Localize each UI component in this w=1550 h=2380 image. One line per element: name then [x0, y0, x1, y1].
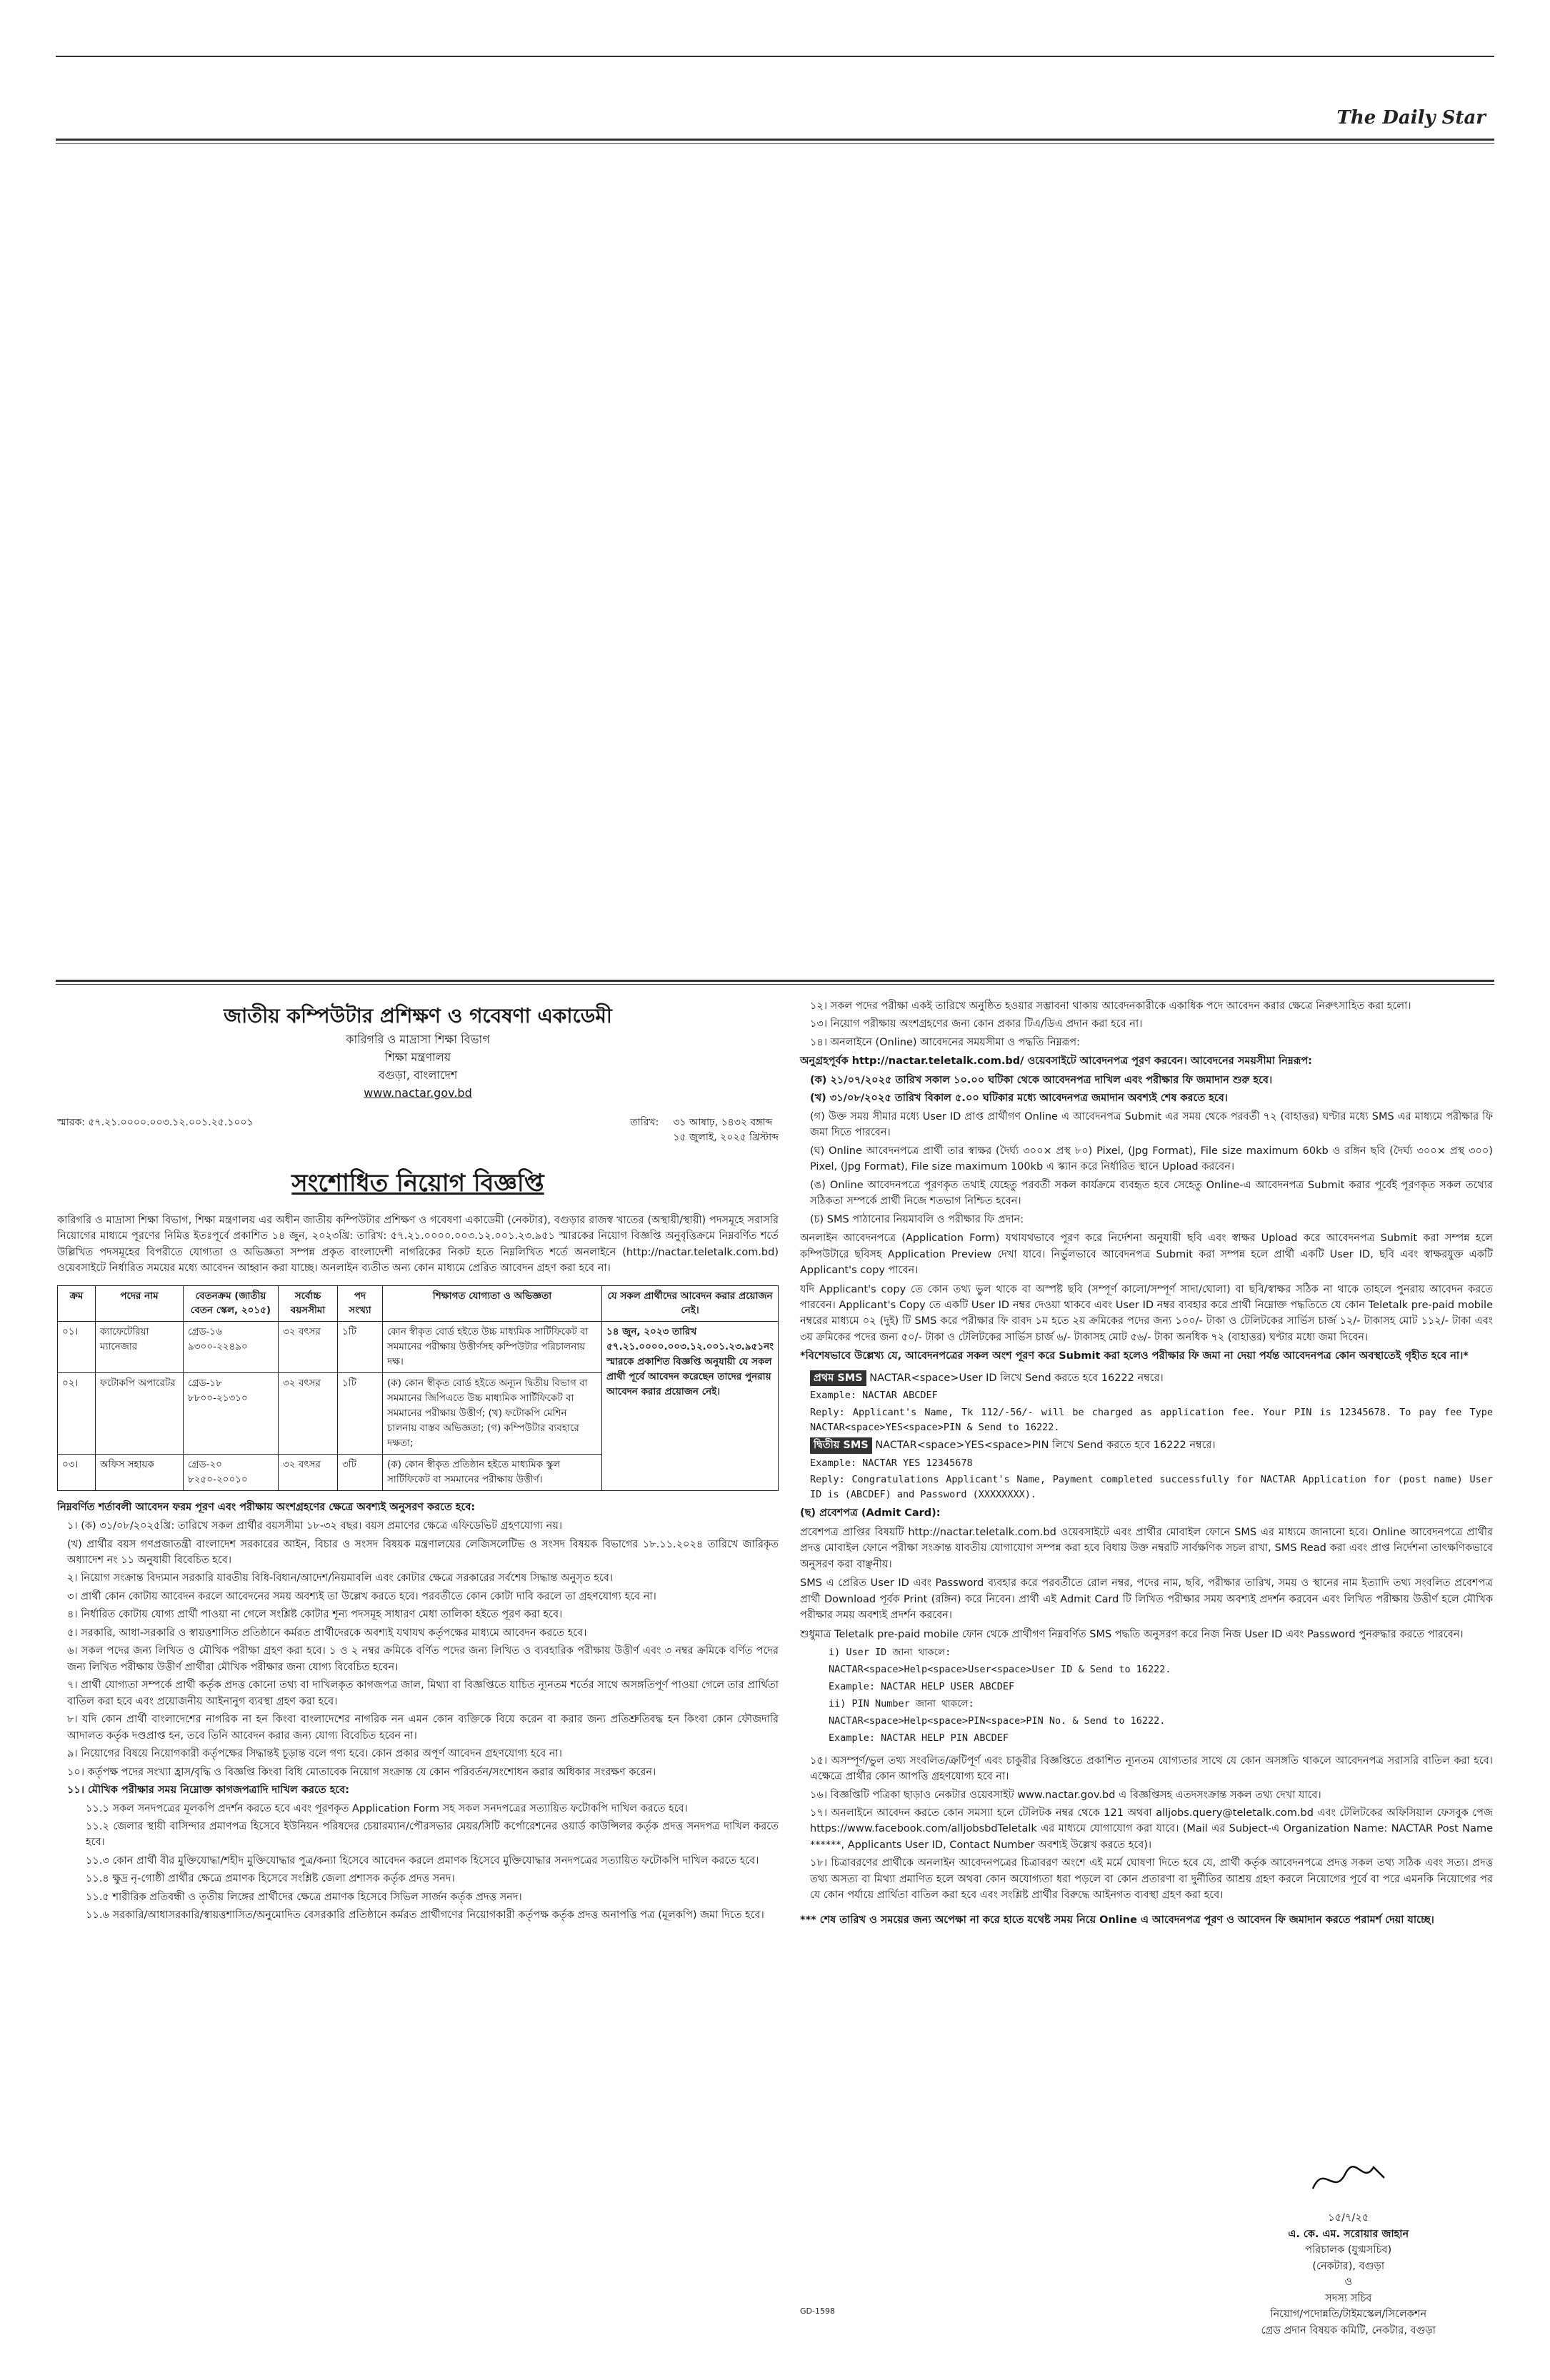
- condition-subitem: ১১.৪ ক্ষুদ্র নৃ-গোষ্ঠী প্রার্থীর ক্ষেত্রে প্রমাণক হিসেবে সংশ্লিষ্ট জেলা প্রশাসক কর্তৃক প্রদত্ত সনদ।: [86, 1873, 455, 1885]
- intro-paragraph: কারিগরি ও মাদ্রাসা শিক্ষা বিভাগ, শিক্ষা মন্ত্রণালয় এর অধীন জাতীয় কম্পিউটার প্রশিক্ষণ ও গবেষণা একাডেমী (নেকটার), বগুড়ার রাজস্ব খাতের (অস্থায়ী/স্থায়ী) পদসমূহে সরাসরি নিয়োগের মাধ্যমে পূরণের নিমিত্ত ইতঃপূর্বে প্রকাশিত ১৪ জুন, ২০২৩খ্রি: তারিখ: ৫৭.২১.০০০০.০০৩.১২.০০১.২৩.৯৫১ স্মারকের নিয়োগ বিজ্ঞপ্তি অনুবৃত্তিক্রমে নিম্নবর্ণিত শর্তে উল্লিখিত পদসমূহের বিপরীতে যোগ্যতা ও অভিজ্ঞতা সম্পন্ন প্রকৃত বাংলাদেশী নাগরিকের নিকট হতে নিম্নলিখিত শর্তে অনলাইনে (http://nactar.teletalk.com.bd) ওয়েবসাইটে নির্ধারিত সময়ের মধ্যে আবেদন আহ্বান করা যাচ্ছে। অনলাইন ব্যতীত অন্য কোন মাধ্যমে প্রেরিত আবেদন গ্রহণ করা হবে না।: [57, 1214, 779, 1275]
- table-header-row: [58, 1285, 779, 1322]
- row-sl: ০১।: [58, 1322, 96, 1373]
- date-block: [630, 1115, 779, 1146]
- timeline-item: (ঘ) Online আবেদনপত্রে প্রার্থী তার স্বাক্ষর (দৈর্ঘ্য ৩০০× প্রস্থ ৮০) Pixel, (Jpg Format), File size maximum 60kb ও রঙ্গিন ছবি (দৈর্ঘ্য ৩০০× প্রস্থ ৩০০) Pixel, (Jpg Format), File size maximum 100kb এ স্ক্যান করে নির্ধারিত স্থানে Upload করবেন।: [810, 1145, 1493, 1173]
- recovery-note: শুধুমাত্র Teletalk pre-paid mobile ফোন থেকে প্রার্থীগণ নিম্নবর্ণিত SMS পদ্ধতি অনুসরণ করে নিজ নিজ User ID এবং Password পুনরুদ্ধার করতে পারবেন।: [800, 1628, 1464, 1640]
- condition-subitem: ১১.৫ শারীরিক প্রতিবন্ধী ও তৃতীয় লিঙ্গের প্রার্থীদের ক্ষেত্রে প্রমাণক হিসেবে সিভিল সার্জন কর্তৃক প্রদত্ত সনদ।: [86, 1891, 522, 1903]
- recovery-line: NACTAR<space>Help<space>PIN<space>PIN No. & Send to 16222.: [829, 1714, 1166, 1727]
- condition-item: ১৫। অসম্পূর্ণ/ভুল তথ্য সংবলিত/ত্রুটিপূর্ণ এবং চাকুরীর বিজ্ঞপ্তিতে প্রকাশিত ন্যূনতম যোগ্যতার সাথে যে কোন অসঙ্গতি থাকলে আবেদনপত্র সরাসরি বাতিল করা হবে। এক্ষেত্রে প্রার্থীর কোন আপত্তি গ্রহণযোগ্য হবে না।: [810, 1754, 1493, 1783]
- col-no-apply: যে সকল প্রার্থীদের আবেদন করার প্রয়োজন নেই।: [602, 1285, 779, 1322]
- row-sl: ০৩।: [58, 1454, 96, 1490]
- division-name: কারিগরি ও মাদ্রাসা শিক্ষা বিভাগ: [346, 1033, 490, 1047]
- no-apply-note: ১৪ জুন, ২০২৩ তারিখ ৫৭.২১.০০০০.০০৩.১২.০০১.২৩.৯৫১নং স্মারকে প্রকাশিত বিজ্ঞপ্তি অনুযায়ী যে সকল প্রার্থী পূর্বে আবেদন করেছেন তাদের পুনরায় আবেদন করার প্রয়োজন নেই।: [602, 1322, 779, 1490]
- sms2-text: NACTAR<space>YES<space>PIN লিখে Send করতে হবে 16222 নম্বরে।: [875, 1440, 1216, 1452]
- date-bengali: ৩১ আষাঢ়, ১৪৩২ বঙ্গাব্দ: [673, 1116, 773, 1128]
- row-post: ক্যাফেটেরিয়া ম্যানেজার: [96, 1322, 184, 1373]
- row-qualification: (ক) কোন স্বীকৃত প্রতিষ্ঠান হইতে মাধ্যমিক স্কুল সার্টিফিকেট বা সমমানের পরীক্ষায় উত্তীর্ণ।: [383, 1454, 602, 1490]
- website-link[interactable]: www.nactar.gov.bd: [364, 1085, 472, 1100]
- col-qualification: শিক্ষাগত যোগ্যতা ও অভিজ্ঞতা: [383, 1285, 602, 1322]
- condition-item: ৭। প্রার্থী যোগ্যতা সম্পর্কে প্রার্থী কর্তৃক প্রদত্ত কোনো তথ্য বা দাখিলকৃত কাগজপত্র জাল, মিথ্যা বা বিজ্ঞপ্তিতে যাচিত ন্যূনতম শর্তের সাথে অসঙ্গতিপূর্ণ পাওয়া গেলে তার প্রার্থিতা বাতিল করা হবে এবং প্রয়োজনীয় আইনানুগ ব্যবস্থা গ্রহণ করা হবে।: [67, 1679, 779, 1707]
- memo-line: [57, 1115, 779, 1146]
- condition-item: ১৪। অনলাইনে (Online) আবেদনের সময়সীমা ও পদ্ধতি নিম্নরূপ:: [810, 1036, 1080, 1048]
- condition-item: ১৩। নিয়োগ পরীক্ষায় অংশগ্রহণের জন্য কোন প্রকার টিএ/ডিএ প্রদান করা হবে না।: [810, 1018, 1143, 1030]
- row-count: ১টি: [338, 1373, 383, 1455]
- row-count: ৩টি: [338, 1454, 383, 1490]
- signature-date: ১৫/৭/২৫: [1328, 2212, 1369, 2224]
- sms1-text: NACTAR<space>User ID লিখে Send করতে হবে 16222 নম্বরে।: [869, 1372, 1164, 1384]
- admit-card-title: (ছ) প্রবেশপত্র (Admit Card):: [800, 1507, 941, 1520]
- timeline-item: (চ) SMS পাঠানোর নিয়মাবলি ও পরীক্ষার ফি প্রদান:: [810, 1213, 1024, 1225]
- condition-item: (খ) প্রার্থীর বয়স গণপ্রজাতন্ত্রী বাংলাদেশ সরকারের আইন, বিচার ও সংসদ বিষয়ক মন্ত্রণালয়ের লেজিসলেটিভ ও সংসদ বিষয়ক বিভাগের ১৮.১১.২০২৪ তারিখে জারিকৃত অধ্যাদেশ নং ১১ অনুযায়ী বিবেচিত হবে।: [67, 1538, 779, 1566]
- top-rule: [56, 56, 1494, 57]
- condition-item: ১২। সকল পদের পরীক্ষা একই তারিখে অনুষ্ঠিত হওয়ার সম্ভাবনা থাকায় আবেদনকারীকে একাধিক পদে আবেদন করার ক্ষেত্রে নিরুৎসাহিত করা হলো।: [810, 1000, 1411, 1012]
- memo-number: স্মারক: ৫৭.২১.০০০০.০০৩.১২.০০১.২৫.১০০১: [57, 1116, 254, 1128]
- posts-table: [57, 1285, 779, 1491]
- sms2-reply: Reply: Congratulations Applicant's Name, Payment completed successfully for NACTAR Application for (post name) User ID is (ABCDEF) and Password (XXXXXXXX).: [810, 1474, 1493, 1501]
- header-rule-2: [56, 143, 1494, 144]
- signatory-org: (নেকটার), বগুড়া: [1312, 2260, 1385, 2272]
- condition-item: ৮। যদি কোন প্রার্থী বাংলাদেশের নাগরিক না হন কিংবা বাংলাদেশের নাগরিক নন এমন কোন ব্যক্তিকে বিয়ে করেন বা করার জন্য প্রতিশ্রুতিবদ্ধ হন কিংবা কোন ফৌজদারি আদালত কর্তৃক দণ্ডপ্রাপ্ত হন, তবে তিনি আবেদন করার জন্য যোগ্য বিবেচিত হবেন না।: [67, 1714, 779, 1742]
- letterhead: [57, 1000, 779, 1103]
- row-post: ফটোকপি অপারেটর: [96, 1373, 184, 1455]
- sms1-example: Example: NACTAR ABCDEF: [810, 1390, 938, 1402]
- signature-block: [1261, 2156, 1436, 2339]
- fee-warning: *বিশেষভাবে উল্লেখ্য যে, আবেদনপত্রের সকল অংশ পূরণ করে Submit করা হলেও পরীক্ষার ফি জমা না দেয়া পর্যন্ত আবেদনপত্র কোন অবস্থাতেই গৃহীত হবে না।*: [800, 1350, 1469, 1362]
- col-grade: বেতনক্রম (জাতীয় বেতন স্কেল, ২০১৫): [184, 1285, 279, 1322]
- condition-item: ১৭। অনলাইনে আবেদন করতে কোন সমস্যা হলে টেলিটক নম্বর থেকে 121 অথবা alljobs.query@teletalk.com.bd এবং টেলিটকের অফিসিয়াল ফেসবুক পেজ https://www.facebook.com/alljobsbdTeletalk এর মাধ্যমে যোগাযোগ করা যাবে। (Mail এর Subject-এ Organization Name: NACTAR Post Name ******, Applicants User ID, Contact Number অবশ্যই উল্লেখ করতে হবে)।: [810, 1807, 1493, 1851]
- row-grade: গ্রেড-১৬ ৯৩০০-২২৪৯০: [184, 1322, 279, 1373]
- sms2-tag: দ্বিতীয় SMS: [810, 1437, 872, 1453]
- signatory-and: ও: [1344, 2276, 1353, 2289]
- sms1-tag: প্রথম SMS: [810, 1370, 866, 1386]
- condition-item: ১০। কর্তৃপক্ষ পদের সংখ্যা হ্রাস/বৃদ্ধি ও বিজ্ঞপ্তি কিংবা বিধি মোতাবেক নিয়োগ সংক্রান্ত যে কোন পরিবর্তন/সংশোধন করার অধিকার সংরক্ষণ করেন।: [67, 1766, 656, 1778]
- ministry-name: শিক্ষা মন্ত্রণালয়: [384, 1050, 451, 1065]
- col-sl: ক্রম: [58, 1285, 96, 1322]
- condition-item: ১৬। বিজ্ঞপ্তিটি পত্রিকা ছাড়াও নেকটার ওয়েবসাইট www.nactar.gov.bd এ বিজ্ঞপ্তিসহ এতদসংক্রান্ত সকল তথ্য দেখা যাবে।: [810, 1789, 1321, 1801]
- condition-item: ১১। মৌখিক পরীক্ষার সময় নিম্নোক্ত কাগজপত্রাদি দাখিল করতে হবে:: [67, 1784, 350, 1797]
- row-qualification: (ক) কোন স্বীকৃত বোর্ড হইতে অন্যূন দ্বিতীয় বিভাগ বা সমমানের জিপিএতে উচ্চ মাধ্যমিক সার্টিফিকেট বা সমমানের পরীক্ষায় উত্তীর্ণ; (খ) ফটোকপি মেশিন চালনায় বাস্তব অভিজ্ঞতা; (গ) কম্পিউটার ব্যবহারে দক্ষতা;: [383, 1373, 602, 1455]
- signatory-role: সদস্য সচিব: [1325, 2292, 1372, 2304]
- job-notice-advertisement: [57, 996, 1493, 2346]
- signatory-committee: নিয়োগ/পদোন্নতি/টাইমস্কেল/সিলেকশন: [1270, 2309, 1427, 2321]
- online-instruction: অনুগ্রহপূর্বক http://nactar.teletalk.com.bd/ ওয়েবসাইটে আবেদনপত্র পূরণ করবেন। আবেদনের সময়সীমা নিম্নরূপ:: [800, 1055, 1312, 1068]
- condition-item: ৫। সরকারি, আধা-সরকারি ও স্বায়ত্তশাসিত প্রতিষ্ঠানে কর্মরত প্রার্থীদেরকে অবশ্যই যথাযথ কর্তৃপক্ষের মাধ্যমে আবেদন করতে হবে।: [67, 1627, 587, 1639]
- admit-download-text: SMS এ প্রেরিত User ID এবং Password ব্যবহার করে পরবর্তীতে রোল নম্বর, পদের নাম, ছবি, পরীক্ষার তারিখ, সময় ও স্থানের নাম ইত্যাদি তথ্য সংবলিত প্রবেশপত্র প্রার্থী Download পূর্বক Print (রঙ্গিন) করে নিবেন। প্রার্থী এই Admit Card টি লিখিত পরীক্ষার সময় অবশ্যই প্রদর্শন করবেন এবং লিখিত পরীক্ষায় উত্তীর্ণ হলে মৌখিক পরীক্ষার সময় অবশ্যই প্রদর্শন করবেন।: [800, 1577, 1493, 1622]
- signatory-title: পরিচালক (যুগ্মসচিব): [1305, 2244, 1392, 2256]
- gd-code: GD-1598: [800, 2306, 835, 2316]
- row-age: ৩২ বৎসর: [279, 1373, 338, 1455]
- row-qualification: কোন স্বীকৃত বোর্ড হইতে উচ্চ মাধ্যমিক সার্টিফিকেট বা সমমানের পরীক্ষায় উত্তীর্ণসহ কম্পিউটার পরিচালনায় দক্ষ।: [383, 1322, 602, 1373]
- location: বগুড়া, বাংলাদেশ: [378, 1068, 458, 1082]
- table-row: [58, 1322, 779, 1373]
- sms-instructions: [800, 1370, 1493, 1502]
- col-post: পদের নাম: [96, 1285, 184, 1322]
- recovery-line: i) User ID জানা থাকলে:: [829, 1647, 951, 1659]
- recovery-line: ii) PIN Number জানা থাকলে:: [829, 1697, 974, 1709]
- conditions-title: নিম্নবর্ণিত শর্তাবলী আবেদন ফরম পূরণ এবং পরীক্ষায় অংশগ্রহণের ক্ষেত্রে অবশ্যই অনুসরণ করতে হবে:: [57, 1501, 476, 1513]
- condition-item: ৪। নির্ধারিত কোটায় যোগ্য প্রার্থী পাওয়া না গেলে সংশ্লিষ্ট কোটার শূন্য পদসমূহ সাধারণ মেধা তালিকা হইতে পূরণ করা হবে।: [67, 1609, 563, 1621]
- recovery-line: NACTAR<space>Help<space>User<space>User ID & Send to 16222.: [829, 1663, 1171, 1675]
- condition-item: ৯। নিয়োগের বিষয়ে নিয়োগকারী কর্তৃপক্ষের সিদ্ধান্তই চূড়ান্ত বলে গণ্য হবে। কোন প্রকার অপূর্ণ আবেদন গ্রহণযোগ্য হবে না।: [67, 1748, 562, 1760]
- row-grade: গ্রেড-১৮ ৮৮০০-২১৩১০: [184, 1373, 279, 1455]
- condition-item: ৩। প্রার্থী কোন কোটায় আবেদন করলে আবেদনের সময় অবশ্যই তা উল্লেখ করতে হবে। পরবর্তীতে কোন কোটা দাবি করলে তা গ্রহণযোগ্য হবে না।: [67, 1590, 656, 1602]
- organization-name: জাতীয় কম্পিউটার প্রশিক্ষণ ও গবেষণা একাডেমী: [224, 1004, 612, 1028]
- condition-subitem: ১১.৩ কোন প্রার্থী বীর মুক্তিযোদ্ধা/শহীদ মুক্তিযোদ্ধার পুত্র/কন্যা হিসেবে আবেদন করলে প্রমাণক হিসেবে মুক্তিযোদ্ধার সনদপত্রের সত্যায়িত ফটোকপি দাখিল করতে হবে।: [86, 1854, 759, 1867]
- signatory-name: এ. কে. এম. সরোয়ার জাহান: [1288, 2228, 1409, 2240]
- header-rule-1: [56, 139, 1494, 141]
- row-sl: ০২।: [58, 1373, 96, 1455]
- final-advice: *** শেষ তারিখ ও সময়ের জন্য অপেক্ষা না করে হাতে যথেষ্ট সময় নিয়ে Online এ আবেদনপত্র পূরণ ও আবেদন ফি জমাদান করতে পরামর্শ দেয়া যাচ্ছে।: [800, 1914, 1434, 1926]
- recovery-line: Example: NACTAR HELP USER ABCDEF: [829, 1680, 1015, 1692]
- masthead-logo: The Daily Star: [1336, 107, 1486, 129]
- timeline-item: (ঙ) Online আবেদনপত্রে পূরণকৃত তথ্যই যেহেতু পরবর্তী সকল কার্যক্রমে ব্যবহৃত হবে সেহেতু Online-এ আবেদনপত্র Submit করার পূর্বেই পূরণকৃত সকল তথ্যের সঠিকতা সম্পর্কে প্রার্থী নিজে শতভাগ নিশ্চিত হবেন।: [810, 1179, 1493, 1207]
- row-age: ৩২ বৎসর: [279, 1454, 338, 1490]
- application-paragraph: অনলাইন আবেদনপত্রে (Application Form) যথাযথভাবে পূরণ করে নির্দেশনা অনুযায়ী ছবি এবং স্বাক্ষর Upload করে আবেদনপত্র Submit করা সম্পন্ন হলে কম্পিউটারে ছবিসহ Application Preview দেখা যাবে। নির্ভুলভাবে আবেদনপত্র Submit করা সম্পন্ন হলে প্রার্থী একটি User ID, ছবি এবং স্বাক্ষরযুক্ত একটি Applicant's copy পাবেন।: [800, 1232, 1493, 1277]
- section-rule-2: [56, 984, 1494, 985]
- date-english: ১৫ জুলাই, ২০২৫ খ্রিস্টাব্দ: [673, 1132, 779, 1144]
- sms2-example: Example: NACTAR YES 12345678: [810, 1457, 973, 1469]
- timeline-item: (ক) ২১/০৭/২০২৫ তারিখ সকাল ১০.০০ ঘটিকা থেকে আবেদনপত্র দাখিল এবং পরীক্ষার ফি জমাদান শুরু হবে।: [810, 1074, 1273, 1086]
- condition-subitem: ১১.৬ সরকারি/আধাসরকারি/স্বায়ত্তশাসিত/অনুমোদিত বেসরকারি প্রতিষ্ঠানে কর্মরত প্রার্থীগণের নিয়োগকারী কর্তৃপক্ষ কর্তৃক প্রদত্ত অনাপত্তি পত্র (মূলকপি) জমা দিতে হবে।: [86, 1909, 764, 1922]
- signature-mark: [1306, 2156, 1391, 2199]
- recovery-line: Example: NACTAR HELP PIN ABCDEF: [829, 1732, 1009, 1744]
- admit-card-text: প্রবেশপত্র প্রাপ্তির বিষয়টি http://nactar.teletalk.com.bd ওয়েবসাইটে এবং প্রার্থীর মোবাইল ফোনে SMS এর মাধ্যমে জানানো হবে। Online আবেদনপত্রে প্রার্থীর প্রদত্ত মোবাইল ফোনে পরীক্ষা সংক্রান্ত যাবতীয় যোগাযোগ সম্পন্ন করা হবে বিধায় উক্ত নম্বরটি সার্বক্ষণিক সচল রাখা, SMS Read করা এবং প্রাপ্ত নির্দেশনা তাৎক্ষণিকভাবে অনুসরণ করা বাঞ্ছনীয়।: [800, 1526, 1494, 1570]
- col-age: সর্বোচ্চ বয়সসীমা: [279, 1285, 338, 1322]
- signatory-committee-2: গ্রেড প্রদান বিষয়ক কমিটি, নেকটার, বগুড়া: [1261, 2324, 1436, 2336]
- section-rule-1: [56, 980, 1494, 982]
- row-count: ১টি: [338, 1322, 383, 1373]
- condition-item: ২। নিয়োগ সংক্রান্ত বিদ্যমান সরকারি যাবতীয় বিধি-বিধান/আদেশ/নিয়মাবলি এবং কোটার ক্ষেত্রে সরকারের সর্বশেষ সিদ্ধান্ত অনুসৃত হবে।: [67, 1572, 614, 1585]
- row-post: অফিস সহায়ক: [96, 1454, 184, 1490]
- fee-paragraph: যদি Applicant's copy তে কোন তথ্য ভুল থাকে বা অস্পষ্ট ছবি (সম্পূর্ণ কালো/সম্পূর্ণ সাদা/ঘোলা) বা ছবি/স্বাক্ষর সঠিক না থাকে তাহলে পুনরায় আবেদন করতে পারবেন। Applicant's Copy তে একটি User ID নম্বর দেওয়া থাকবে এবং User ID নম্বর ব্যবহার করে প্রার্থী নিম্নোক্ত পদ্ধতিতে যে কোন Teletalk pre-paid mobile নম্বরের মাধ্যমে ০২ (দুই) টি SMS করে পরীক্ষার ফি বাবদ ১ম হতে ২য় ক্রমিকের পদের জন্য ১০০/- টাকা ও টেলিটকের সার্ভিস চার্জ ১২/- টাকাসহ মোট ১১২/- টাকা এবং ৩য় ক্রমিকের পদের জন্য ৫০/- টাকা ও টেলিটকের সার্ভিস চার্জ ৬/- টাকাসহ মোট ৫৬/- টাকা অনধিক ৭২ (বাহাত্তর) ঘণ্টার মধ্যে জমা দিবেন।: [800, 1283, 1493, 1343]
- condition-item: ৬। সকল পদের জন্য লিখিত ও মৌখিক পরীক্ষা গ্রহণ করা হবে। ১ ও ২ নম্বর ক্রমিকে বর্ণিত পদের জন্য লিখিত ও ব্যবহারিক পরীক্ষায় উত্তীর্ণ এবং ৩ নম্বর ক্রমিকে বর্ণিত পদের জন্য লিখিত পরীক্ষায় উত্তীর্ণ প্রার্থীরা মৌখিক পরীক্ষার জন্য যোগ্য বিবেচিত হবেন।: [67, 1645, 779, 1673]
- right-column: [800, 996, 1493, 1931]
- sms1-reply: Reply: Applicant's Name, Tk 112/-56/- will be charged as application fee. Your PIN is 12345678. To pay fee Type NACTAR<space>YES<space>PIN & Send to 16222.: [810, 1407, 1493, 1434]
- timeline-item: (গ) উক্ত সময় সীমার মধ্যে User ID প্রাপ্ত প্রার্থীগণ Online এ আবেদনপত্র Submit এর সময় থেকে পরবর্তী ৭২ (বাহাত্তর) ঘণ্টার মধ্যে SMS এর মাধ্যমে পরীক্ষার ফি জমা দিতে পারবেন।: [810, 1110, 1493, 1139]
- row-age: ৩২ বৎসর: [279, 1322, 338, 1373]
- condition-subitem: ১১.২ জেলার স্থায়ী বাসিন্দার প্রমাণপত্র হিসেবে ইউনিয়ন পরিষদের চেয়ারম্যান/পৌরসভার মেয়র/সিটি কর্পোরেশনের ওয়ার্ড কাউন্সিলর কর্তৃক প্রদত্ত সনদপত্র দাখিল করতে হবে।: [86, 1821, 779, 1849]
- notice-title: সংশোধিত নিয়োগ বিজ্ঞপ্তি: [291, 1168, 544, 1197]
- row-grade: গ্রেড-২০ ৮২৫০-২০০১০: [184, 1454, 279, 1490]
- timeline-item: (খ) ৩১/০৮/২০২৫ তারিখ বিকাল ৫.০০ ঘটিকার মধ্যে আবেদনপত্র জমাদান অবশ্যই শেষ করতে হবে।: [810, 1093, 1228, 1105]
- col-count: পদ সংখ্যা: [338, 1285, 383, 1322]
- condition-item: ১। (ক) ৩১/০৮/২০২৫খ্রি: তারিখে সকল প্রার্থীর বয়সসীমা ১৮-৩২ বছর। বয়স প্রমাণের ক্ষেত্রে এফিডেভিট গ্রহণযোগ্য নয়।: [67, 1520, 563, 1532]
- date-label: তারিখ:: [630, 1116, 659, 1128]
- condition-item: ১৮। চিত্রাবরণের প্রার্থীকে অনলাইন আবেদনপত্রের চিত্রাবরণ অংশে এই মর্মে ঘোষণা দিতে হবে যে, প্রার্থী কর্তৃক আবেদনপত্রে প্রদত্ত সকল তথ্য সঠিক এবং সত্য। প্রদত্ত তথ্য অসত্য বা মিথ্যা প্রমাণিত হলে অথবা কোন অযোগ্যতা ধরা পড়লে বা কোন প্রতারণা বা দুর্নীতির আশ্রয় গ্রহণ করলে নিয়োগের পূর্বে বা পরে এমনকি নিয়োগের পর যে কোন পর্যায়ে প্রার্থিতা বাতিল করা হবে এবং সংশ্লিষ্ট প্রার্থীর বিরুদ্ধে আইনগত ব্যবস্থা গ্রহণ করা হবে।: [810, 1857, 1493, 1902]
- left-column: [57, 996, 779, 1926]
- condition-subitem: ১১.১ সকল সনদপত্রের মূলকপি প্রদর্শন করতে হবে এবং পূরণকৃত Application Form সহ সকল সনদপত্রের সত্যায়িত ফটোকপি দাখিল করতে হবে।: [86, 1802, 688, 1814]
